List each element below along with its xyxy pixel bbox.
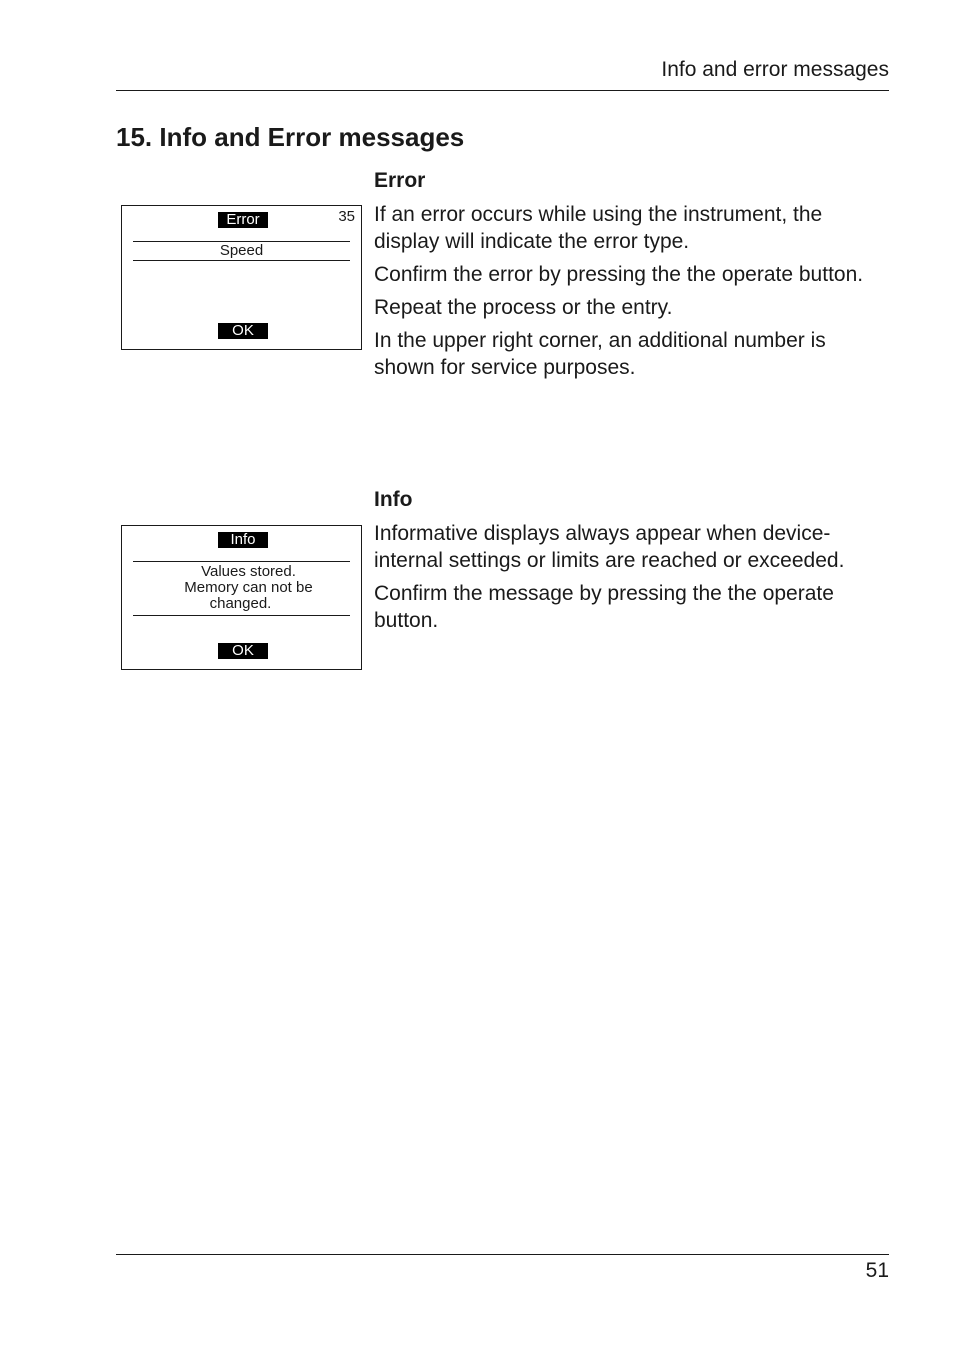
- info-display-title: Info: [218, 532, 268, 548]
- error-section: [374, 167, 889, 381]
- info-message-line: Values stored.: [201, 563, 296, 580]
- error-heading: Error: [374, 169, 426, 192]
- divider: [133, 561, 350, 562]
- header-rule: [116, 90, 889, 91]
- section-title: 15. Info and Error messages: [116, 122, 465, 152]
- info-ok-button: OK: [218, 643, 268, 659]
- error-paragraph: Repeat the process or the entry.: [374, 296, 673, 319]
- error-display-illustration: [121, 205, 362, 350]
- running-header: Info and error messages: [661, 58, 889, 81]
- error-ok-button: OK: [218, 323, 268, 339]
- divider: [133, 615, 350, 616]
- info-section: [374, 486, 889, 634]
- error-display-title: Error: [218, 212, 268, 228]
- info-display-illustration: [121, 525, 362, 670]
- error-service-code: 35: [338, 208, 355, 225]
- page-number: 51: [865, 1259, 889, 1282]
- info-message-line: changed.: [209, 595, 272, 612]
- info-heading: Info: [374, 488, 413, 511]
- info-message-line: Memory can not be: [184, 579, 313, 596]
- error-paragraph: Confirm the error by pressing the the operate button.: [374, 263, 864, 286]
- error-type-text: Speed: [219, 242, 264, 259]
- divider: [133, 260, 350, 261]
- error-paragraph: If an error occurs while using the instrument, the display will indicate the error type.: [374, 203, 823, 253]
- info-paragraph: Confirm the message by pressing the the operate button.: [374, 582, 834, 632]
- info-paragraph: Informative displays always appear when device-internal settings or limits are reached or exceeded.: [374, 522, 845, 572]
- footer-rule: [116, 1254, 889, 1255]
- error-paragraph: In the upper right corner, an additional number is shown for service purposes.: [374, 329, 826, 379]
